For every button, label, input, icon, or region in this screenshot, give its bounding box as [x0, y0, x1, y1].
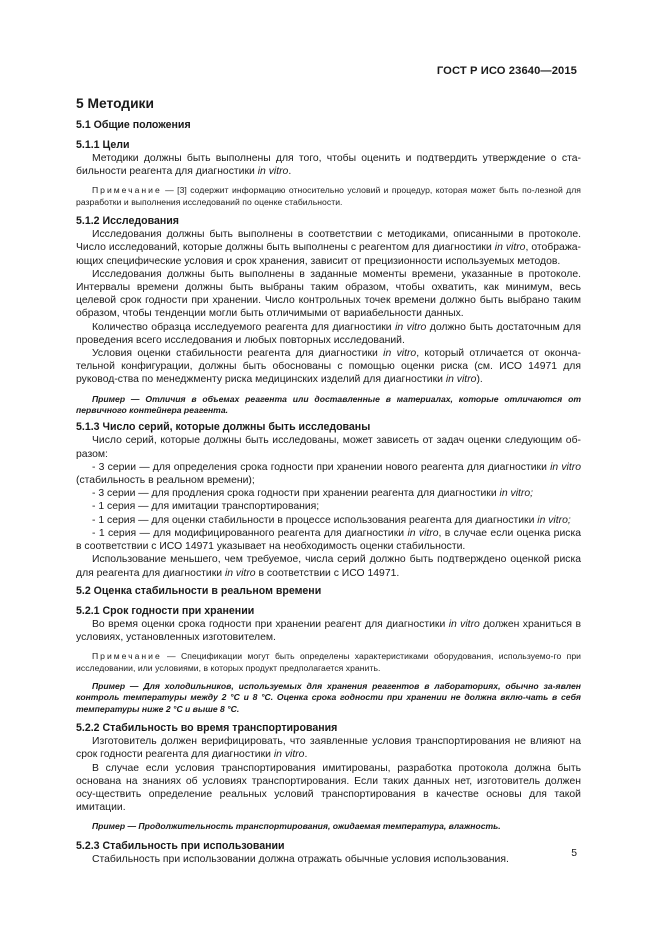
document-header: ГОСТ Р ИСО 23640—2015 — [436, 65, 577, 77]
paragraph: Исследования должны быть выполнены в соответствии с методиками, описанными в протоколе. Число исследований, которые должны быть выполнены с реагентом для диагностики in vitro, отобража-ющих специфические условия и срок хранения, зависит от прецизионности используемых методов. — [76, 229, 582, 267]
paragraph: Условия оценки стабильности реагента для диагностики in vitro, который отличается от оконча-тельной конфигурации, должны быть обоснованы с помощью оценки риска (см. ИСО 14971 для руковод-ства по менеджменту риска медицинских изделий для диагностики in vitro). — [76, 348, 582, 386]
note: Примечание — Спецификации могут быть определены характеристиками оборудования, используемо-го при исследовании, или условиями, в которых продукт предполагается хранить. — [76, 651, 581, 673]
page-number: 5 — [571, 848, 577, 859]
list-item: - 1 серия — для имитации транспортирования; — [92, 501, 320, 513]
section-heading: 5 Методики — [76, 96, 154, 111]
example: Пример — Отличия в объемах реагента или доставленные в материалах, которые отличаются от первичного контейнера реагента. — [76, 393, 581, 416]
subsection-heading-5-1: 5.1 Общие положения — [76, 119, 191, 131]
paragraph: Стабильность при использовании должна отражать обычные условия использования. — [92, 853, 509, 865]
subsection-heading-5-1-2: 5.1.2 Исследования — [76, 215, 179, 228]
paragraph: Использование меньшего, чем требуемое, числа серий должно быть подтверждено оценкой риска для реагента для диагностики in vitro в соответствии с ИСО 14971. — [76, 554, 581, 579]
subsection-heading-5-2-3: 5.2.3 Стабильность при использовании — [76, 839, 285, 852]
paragraph: Методики должны быть выполнены для того, чтобы оценить и подтвердить утверждение о ста-бильности реагента для диагностики in vitro. — [76, 153, 581, 178]
example: Пример — Продолжительность транспортирования, ожидаемая температура, влажность. — [92, 821, 501, 832]
paragraph: Изготовитель должен верифицировать, что заявленные условия транспортирования не влияют на срок годности реагента для диагностики in vitro. — [76, 736, 581, 761]
subsection-heading-5-2-1: 5.2.1 Срок годности при хранении — [76, 604, 255, 617]
example: Пример — Для холодильников, используемых для хранения реагентов в лабораториях, обычно за-явлен контроль температуры между 2 °С и 8 °С. Оценка срока годности при хранении не должна вклю-чать в себя температуры ниже 2 °С и выше 8 °С. — [76, 680, 581, 714]
list-item: - 3 серии — для продления срока годности при хранении реагента для диагностики in vitro; — [92, 488, 534, 500]
subsection-heading-5-1-1: 5.1.1 Цели — [76, 139, 130, 151]
note: Примечание — [3] содержит информацию относительно условий и процедур, которая может быть по-лезной для разработки и выполнения исследований по оценке стабильности. — [76, 185, 581, 207]
list-item: - 3 серии — для определения срока годности при хранении нового реагента для диагностики in vitro (стабильность в реальном времени); — [76, 461, 581, 487]
subsection-heading-5-2-2: 5.2.2 Стабильность во время транспортирования — [76, 722, 338, 735]
paragraph: В случае если условия транспортирования имитированы, разработка протокола должна быть основана на знаниях об условиях транспортирования. Если таких данных нет, изготовитель должен осу-ществить определение реальных условий транспортирования в качестве основы для такой имитации. — [76, 762, 581, 814]
paragraph: Количество образца исследуемого реагента для диагностики in vitro должно быть достаточным для проведения всего исследования и любых повторных исследований. — [76, 321, 581, 346]
list-item: - 1 серия — для оценки стабильности в процессе использования реагента для диагностики in vitro; — [92, 514, 571, 526]
subsection-heading-5-2: 5.2 Оценка стабильности в реальном времени — [76, 584, 322, 597]
document-body — [76, 96, 581, 866]
subsection-heading-5-1-3: 5.1.3 Число серий, которые должны быть исследованы — [76, 421, 371, 434]
paragraph: Исследования должны быть выполнены в заданные моменты времени, указанные в протоколе. Интервалы времени должны быть выбраны таким образом, чтобы охватить, как минимум, весь целевой срок годности при хранении. Число контрольных точек времени должно быть выбрано таким образом, чтобы тенденции могли быть отличимыми от вариабельности данных. — [76, 268, 581, 320]
list-item: - 1 серия — для модифицированного реагента для диагностики in vitro, в случае если оценка риска в соответствии с ИСО 14971 указывает на необходимость оценки стабильности. — [76, 527, 582, 553]
paragraph: Во время оценки срока годности при хранении реагент для диагностики in vitro должен храниться в условиях, установленных изготовителем. — [76, 618, 581, 643]
paragraph: Число серий, которые должны быть исследованы, может зависеть от задач оценки следующим об-разом: — [76, 435, 581, 460]
